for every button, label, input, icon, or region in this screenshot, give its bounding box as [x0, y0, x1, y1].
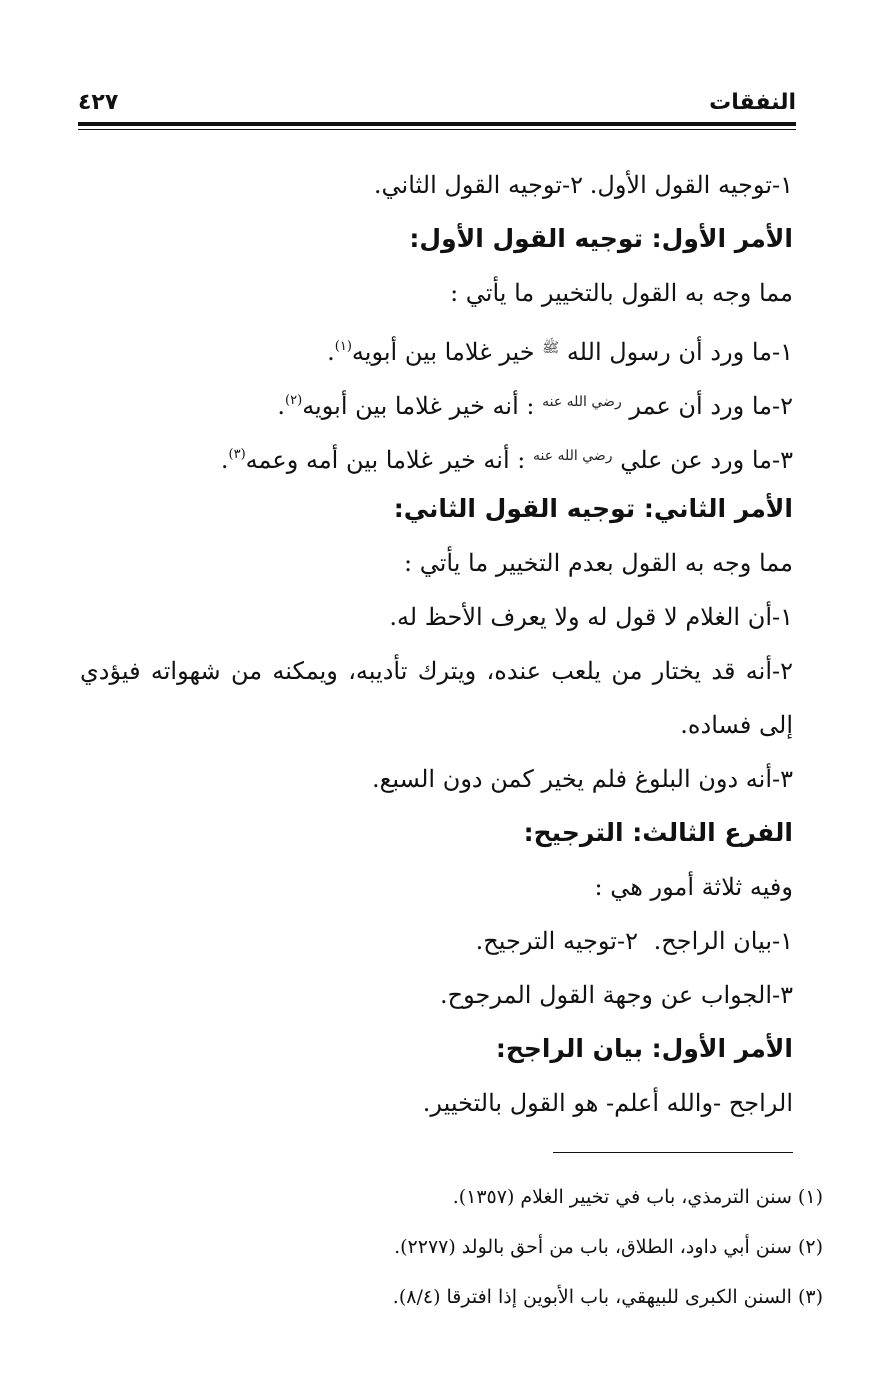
- paragraph-line: ٣-الجواب عن وجهة القول المرجوح.: [439, 981, 793, 1009]
- numbered-item: [80, 428, 793, 482]
- honorific-mark: ﷺ: [542, 340, 560, 356]
- header-rule-thin: [78, 129, 796, 130]
- two-column-list: [80, 914, 793, 968]
- section-heading: الأمر الثاني: توجيه القول الثاني:: [393, 494, 793, 523]
- paragraph-line: ٢-أنه قد يختار من يلعب عنده، ويترك تأديبه، ويمكنه من شهواته فيؤدي: [80, 657, 793, 685]
- paragraph-line: الراجح -والله أعلم- هو القول بالتخيير.: [422, 1089, 793, 1117]
- list-item: ٢-توجيه القول الثاني.: [373, 171, 583, 199]
- two-column-list: [80, 158, 793, 212]
- section-heading: الأمر الأول: بيان الراجح:: [495, 1034, 793, 1063]
- paragraph-line: وفيه ثلاثة أمور هي :: [594, 873, 793, 901]
- item-text: : أنه خير غلاما بين أمه وعمه: [245, 446, 533, 474]
- item-text: ٢-ما ورد أن عمر: [621, 392, 793, 420]
- footnote-separator: [553, 1152, 793, 1153]
- header-rule-thick: [78, 122, 796, 126]
- paragraph-line: مما وجه به القول بالتخيير ما يأتي :: [450, 279, 793, 307]
- footnotes: [83, 1172, 823, 1322]
- item-text: ١-ما ورد أن رسول الله: [559, 338, 793, 366]
- footnote: (٢) سنن أبي داود، الطلاق، باب من أحق بالولد (٢٢٧٧).: [394, 1236, 823, 1258]
- list-item: ١-بيان الراجح.: [653, 927, 793, 955]
- section-heading: الفرع الثالث: الترجيح:: [523, 818, 793, 847]
- honorific-mark: رضي الله عنه: [532, 448, 613, 464]
- footnote-reference[interactable]: (٣): [228, 447, 246, 462]
- item-text: ٣-ما ورد عن علي: [612, 446, 793, 474]
- paragraph-line: ١-أن الغلام لا قول له ولا يعرف الأحظ له.: [389, 603, 793, 631]
- paragraph-line: إلى فساده.: [680, 711, 793, 739]
- footnote-reference[interactable]: (١): [334, 339, 352, 354]
- list-item: ٢-توجيه الترجيح.: [475, 927, 638, 955]
- item-text: : أنه خير غلاما بين أبويه: [302, 392, 543, 420]
- item-text: .: [327, 338, 335, 366]
- section-heading: الأمر الأول: توجيه القول الأول:: [409, 224, 793, 253]
- honorific-mark: رضي الله عنه: [542, 394, 622, 410]
- page-number: ٤٢٧: [78, 90, 119, 115]
- paragraph-line: مما وجه به القول بعدم التخيير ما يأتي :: [404, 549, 793, 577]
- item-text: خير غلاما بين أبويه: [351, 338, 543, 366]
- footnote: (٣) السنن الكبرى للبيهقي، باب الأبوين إذا افترقا (٨/٤).: [392, 1286, 823, 1308]
- numbered-item: [80, 320, 793, 374]
- item-text: .: [277, 392, 286, 420]
- body-text: [80, 158, 793, 1130]
- footnote-reference[interactable]: (٢): [285, 393, 303, 408]
- numbered-item: [80, 374, 793, 428]
- footnote: (١) سنن الترمذي، باب في تخيير الغلام (١٣٥٧).: [452, 1186, 823, 1208]
- paragraph-line: ٣-أنه دون البلوغ فلم يخير كمن دون السبع.: [372, 765, 793, 793]
- list-item: ١-توجيه القول الأول.: [589, 171, 793, 199]
- item-text: .: [220, 446, 229, 474]
- chapter-title: النفقات: [709, 90, 796, 115]
